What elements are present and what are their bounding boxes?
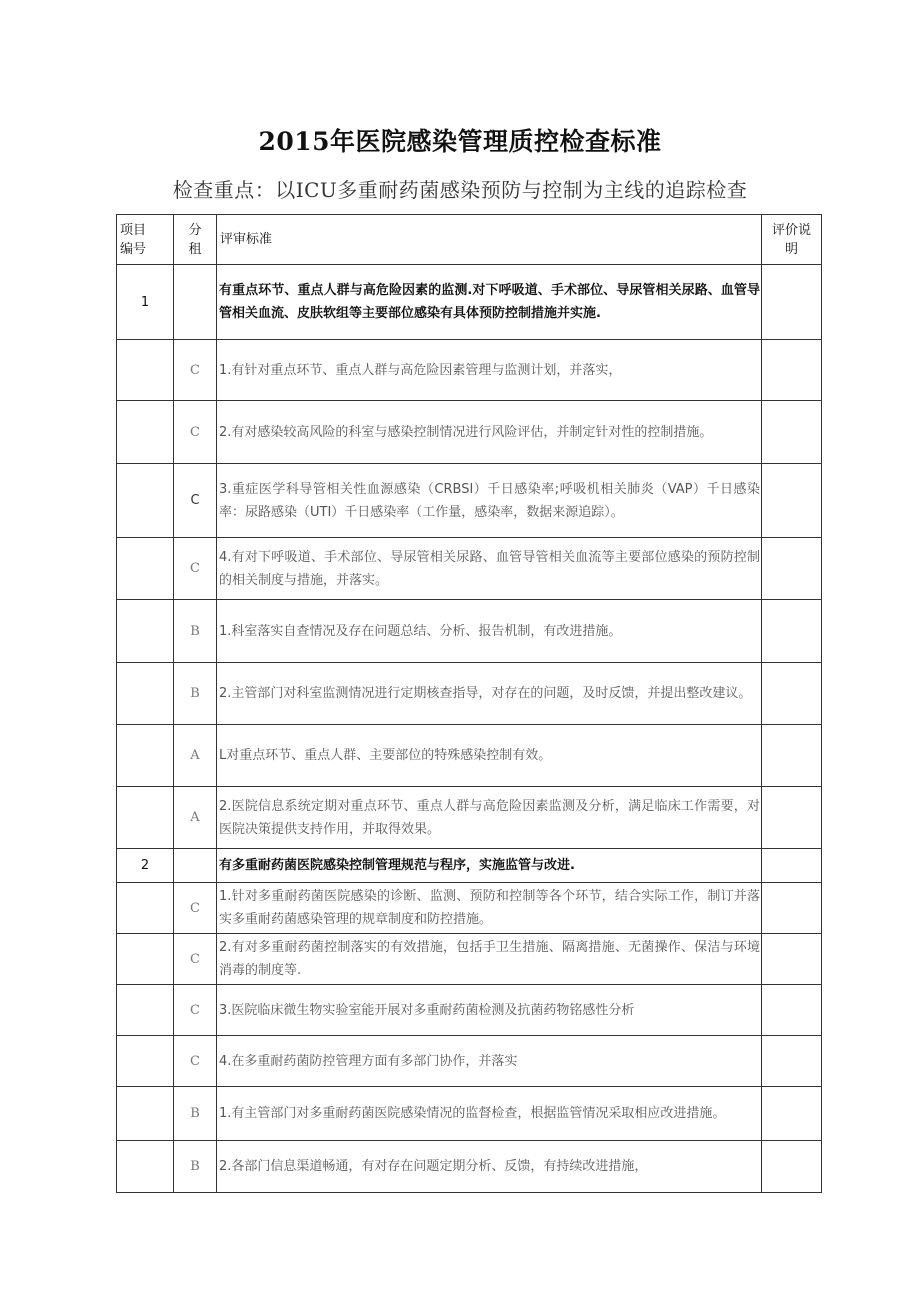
item-criteria: 有多重耐药菌医院感染控制管理规范与程序，实施监管与改进. <box>217 849 762 883</box>
header-note <box>762 215 822 265</box>
item-id <box>117 1036 174 1087</box>
item-note <box>762 883 822 934</box>
table-row <box>117 1036 822 1087</box>
item-criteria: 3.重症医学科导管相关性血源感染（CRBSI）千日感染率;呼吸机相关肺炎（VAP）千日感染率：尿路感染（UTI）千日感染率（工作量，感染率，数据来源追踪）。 <box>217 464 762 538</box>
item-grade: A <box>174 787 217 849</box>
item-id <box>117 934 174 985</box>
item-note <box>762 340 822 401</box>
item-criteria: 2.主管部门对科室监测情况进行定期核查指导，对存在的问题，及时反馈，并提出整改建议。 <box>217 663 762 725</box>
item-grade: B <box>174 663 217 725</box>
page-title: 2015年医院感染管理质控检查标准 <box>258 127 662 156</box>
item-criteria: 2.有对感染较高风险的科室与感染控制情况进行风险评估，并制定针对性的控制措施。 <box>217 401 762 464</box>
item-id: 1 <box>117 265 174 340</box>
item-grade: C <box>174 1036 217 1087</box>
item-id <box>117 883 174 934</box>
header-grade <box>174 215 217 265</box>
header-criteria <box>217 215 762 265</box>
item-note <box>762 1036 822 1087</box>
table-row <box>117 849 822 883</box>
table-row <box>117 464 822 538</box>
table-row <box>117 600 822 663</box>
item-criteria: 3.医院临床微生物实验室能开展对多重耐药菌检测及抗菌药物铭感性分析 <box>217 985 762 1036</box>
item-criteria: 4.有对下呼吸道、手术部位、导尿管相关尿路、血管导管相关血流等主要部位感染的预防控制的相关制度与措施，并落实。 <box>217 538 762 600</box>
item-note <box>762 849 822 883</box>
item-id <box>117 401 174 464</box>
item-note <box>762 464 822 538</box>
item-id <box>117 725 174 787</box>
item-id <box>117 1141 174 1193</box>
page-subtitle: 检查重点：以ICU多重耐药菌感染预防与控制为主线的追踪检查 <box>172 178 748 202</box>
item-grade: B <box>174 1141 217 1193</box>
item-id <box>117 985 174 1036</box>
table-row <box>117 985 822 1036</box>
table-header-row <box>117 215 822 265</box>
item-grade: C <box>174 985 217 1036</box>
item-note <box>762 538 822 600</box>
item-note <box>762 265 822 340</box>
table-row <box>117 934 822 985</box>
header-item-id <box>117 215 174 265</box>
item-grade: A <box>174 725 217 787</box>
item-note <box>762 725 822 787</box>
table-row <box>117 787 822 849</box>
item-note <box>762 600 822 663</box>
item-grade <box>174 265 217 340</box>
header-item-id-label: 项目 编号 <box>120 222 147 257</box>
item-note <box>762 934 822 985</box>
item-criteria: 有重点环节、重点人群与高危险因素的监测.对下呼吸道、手术部位、导尿管相关尿路、血管导管相关血流、皮肤软组等主要部位感染有具体预防控制措施并实施. <box>217 265 762 340</box>
item-grade: B <box>174 600 217 663</box>
item-id <box>117 464 174 538</box>
item-note <box>762 985 822 1036</box>
table-row <box>117 1141 822 1193</box>
item-criteria: 2.有对多重耐药菌控制落实的有效措施，包括手卫生措施、隔离措施、无菌操作、保洁与环境消毒的制度等. <box>217 934 762 985</box>
item-id <box>117 1087 174 1141</box>
item-criteria: L对重点环节、重点人群、主要部位的特殊感染控制有效。 <box>217 725 762 787</box>
table-row <box>117 725 822 787</box>
item-grade: C <box>174 464 217 538</box>
item-criteria: 1.有主管部门对多重耐药菌医院感染情况的监督检查，根据监管情况采取相应改进措施。 <box>217 1087 762 1141</box>
item-grade: C <box>174 934 217 985</box>
item-grade: C <box>174 340 217 401</box>
table-row <box>117 401 822 464</box>
item-criteria: 2.各部门信息渠道畅通，有对存在问题定期分析、反馈，有持续改进措施， <box>217 1141 762 1193</box>
item-note <box>762 663 822 725</box>
header-note-label: 评价说 明 <box>771 222 811 257</box>
item-criteria: 1.有针对重点环节、重点人群与高危险因素管理与监测计划，并落实， <box>217 340 762 401</box>
item-grade: C <box>174 883 217 934</box>
item-id <box>117 663 174 725</box>
item-criteria: 1.针对多重耐药菌医院感染的诊断、监测、预防和控制等各个环节，结合实际工作，制订并落实多重耐药菌感染管理的规章制度和防控措施。 <box>217 883 762 934</box>
header-grade-label: 分 租 <box>188 222 202 257</box>
item-note <box>762 1087 822 1141</box>
item-criteria: 1.科室落实自查情况及存在问题总结、分析、报告机制，有改进措施。 <box>217 600 762 663</box>
table-row <box>117 538 822 600</box>
item-note <box>762 787 822 849</box>
item-note <box>762 1141 822 1193</box>
item-note <box>762 401 822 464</box>
table-row <box>117 1087 822 1141</box>
table-row <box>117 883 822 934</box>
table-row <box>117 340 822 401</box>
item-id <box>117 787 174 849</box>
item-grade: B <box>174 1087 217 1141</box>
item-id: 2 <box>117 849 174 883</box>
item-criteria: 2.医院信息系统定期对重点环节、重点人群与高危险因素监测及分析，满足临床工作需要，对医院决策提供支持作用，并取得效果。 <box>217 787 762 849</box>
item-id <box>117 538 174 600</box>
item-grade: C <box>174 401 217 464</box>
table-row <box>117 265 822 340</box>
item-criteria: 4.在多重耐药菌防控管理方面有多部门协作，并落实 <box>217 1036 762 1087</box>
standards-table <box>116 214 822 1193</box>
item-grade: C <box>174 538 217 600</box>
table-row <box>117 663 822 725</box>
item-grade <box>174 849 217 883</box>
item-id <box>117 600 174 663</box>
item-id <box>117 340 174 401</box>
header-criteria-label: 评审标准 <box>220 232 273 247</box>
